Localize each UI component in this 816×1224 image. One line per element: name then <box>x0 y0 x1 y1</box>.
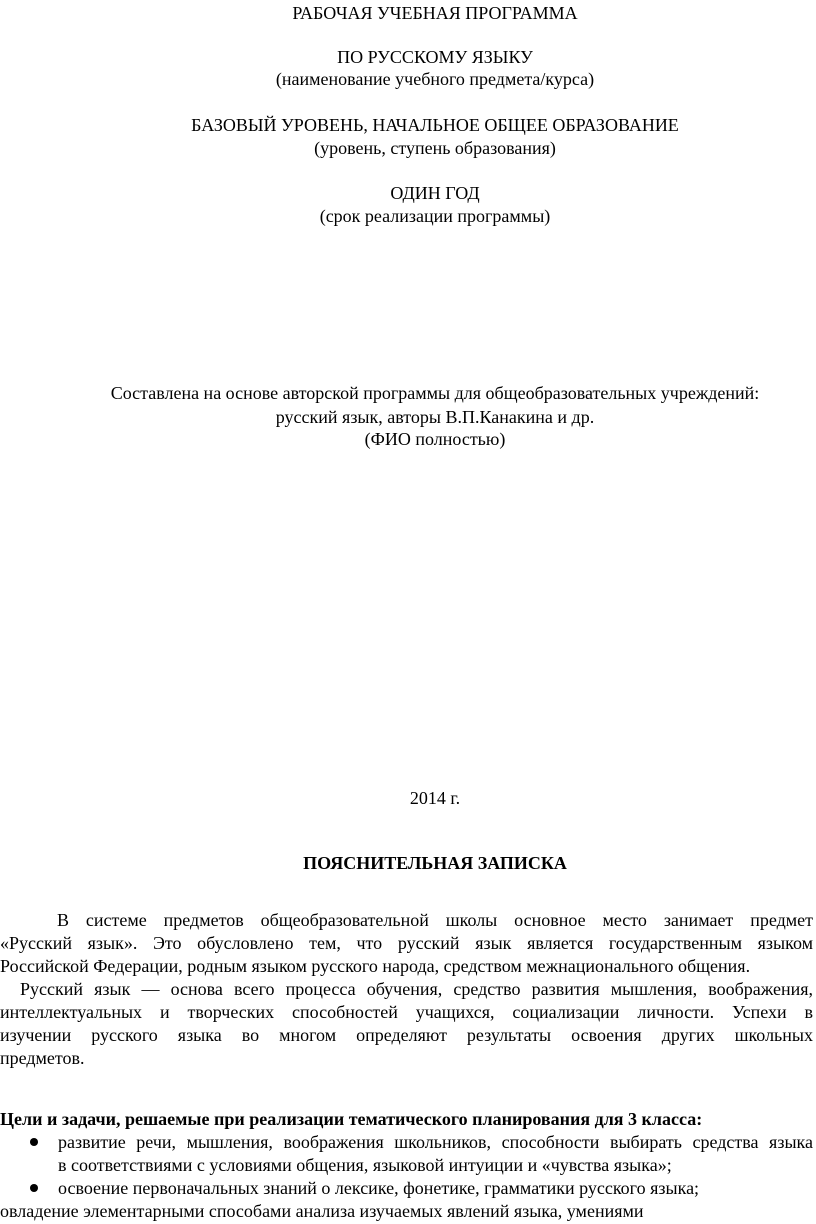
education-level-caption: (уровень, ступень образования) <box>314 138 556 158</box>
goal-2-line-1: освоение первоначальных знаний о лексике, фонетике, грамматики русского языка; <box>58 1178 700 1198</box>
basis-line-1: Составлена на основе авторской программы для общеобразовательных учреждений: <box>110 383 760 403</box>
basis-line-2: русский язык, авторы В.П.Канакина и др. <box>275 407 595 427</box>
subject-name: ПО РУССКОМУ ЯЗЫКУ <box>337 47 533 67</box>
note-paragraph-2-line-4: предметов. <box>0 1048 85 1068</box>
goals-heading: Цели и задачи, решаемые при реализации тематического планирования для 3 класса: <box>0 1109 703 1129</box>
explanatory-note-heading: ПОЯСНИТЕЛЬНАЯ ЗАПИСКА <box>303 853 567 873</box>
note-paragraph-2-line-3: изучении русского языка во многом определяют результаты освоения других школьных <box>0 1025 813 1045</box>
note-paragraph-2-line-1: Русский язык — основа всего процесса обучения, средство развития мышления, воображения, <box>20 979 813 999</box>
goal-1-line-2: в соответствиями с условиями общения, языковой интуиции и «чувства языка»; <box>58 1155 672 1175</box>
bullet-2-icon <box>30 1184 38 1192</box>
program-title: РАБОЧАЯ УЧЕБНАЯ ПРОГРАММА <box>292 3 578 23</box>
note-paragraph-2-line-2: интеллектуальных и творческих способностей учащихся, социализации личности. Успехи в <box>0 1002 813 1022</box>
year: 2014 г. <box>409 788 461 808</box>
subject-caption: (наименование учебного предмета/курса) <box>275 69 595 89</box>
bullet-1-icon <box>30 1138 38 1146</box>
note-paragraph-1-line-3: Российской Федерации, родным языком русского народа, средством межнационального общения. <box>0 956 751 976</box>
note-paragraph-1-line-2: «Русский язык». Это обусловлено тем, что русский язык является государственным языком <box>0 933 813 953</box>
program-term-caption: (срок реализации программы) <box>319 206 551 226</box>
goal-2-line-2: овладение элементарными способами анализа изучаемых явлений языка, умениями <box>0 1201 644 1221</box>
education-level: БАЗОВЫЙ УРОВЕНЬ, НАЧАЛЬНОЕ ОБЩЕЕ ОБРАЗОВАНИЕ <box>191 115 679 135</box>
goal-1-line-1: развитие речи, мышления, воображения школьников, способности выбирать средства языка <box>58 1132 813 1152</box>
program-term: ОДИН ГОД <box>390 183 480 203</box>
note-paragraph-1-line-1: В системе предметов общеобразовательной школы основное место занимает предмет <box>57 910 813 930</box>
basis-caption: (ФИО полностью) <box>364 429 506 449</box>
